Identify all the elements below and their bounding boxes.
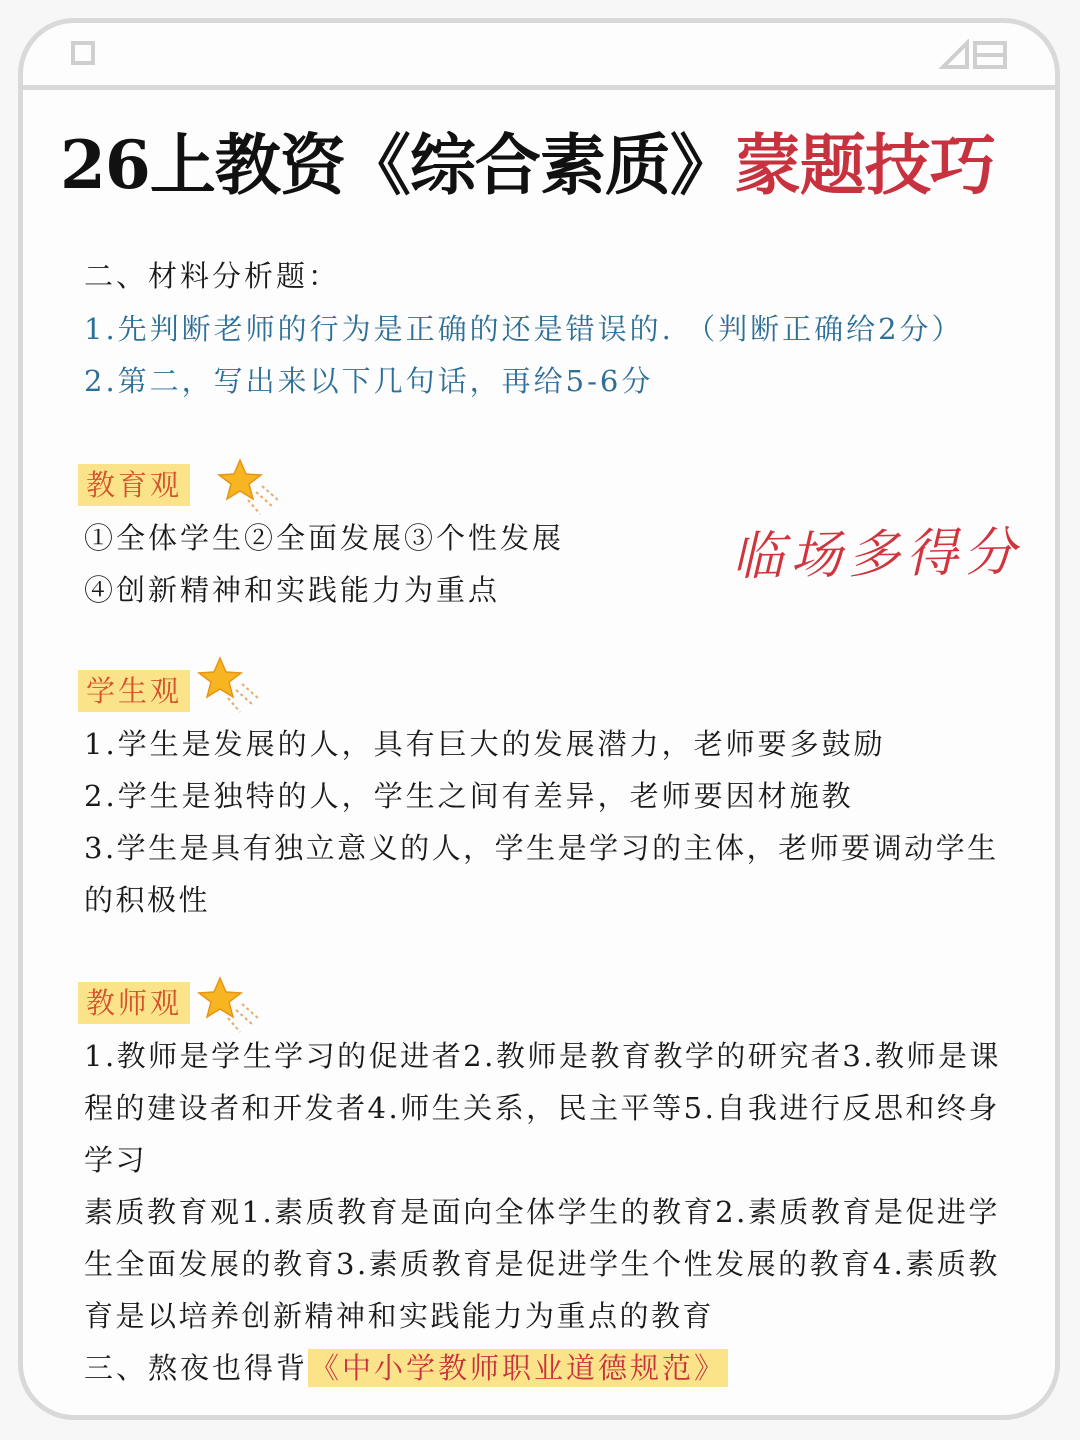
window-controls-icon bbox=[939, 39, 1009, 69]
xueshengguan-line1: 1.学生是发展的人，具有巨大的发展潜力，老师要多鼓励 bbox=[84, 727, 886, 761]
section3-highlight: 《中小学教师职业道德规范》 bbox=[310, 1351, 727, 1385]
section3-prefix: 三、熬夜也得背 bbox=[84, 1351, 309, 1385]
title-highlight: 蒙题技巧 bbox=[734, 126, 995, 204]
xueshengguan-line3: 3.学生是具有独立意义的人，学生是学习的主体，老师要调动学生的积极性 bbox=[84, 831, 999, 917]
tag-xueshengguan: 学生观 bbox=[78, 670, 190, 712]
page-title bbox=[60, 120, 1040, 210]
tag-jiaoyuguan: 教育观 bbox=[78, 464, 190, 506]
jiaoyuguan-line2: ④创新精神和实践能力为重点 bbox=[84, 573, 501, 607]
shooting-star-icon bbox=[216, 456, 282, 516]
side-note: 临场多得分 bbox=[731, 522, 1023, 588]
jiaoshiguan-paragraph: 1.教师是学生学习的促进者2.教师是教育教学的研究者3.教师是课程的建设者和开发者4.师生关系，民主平等5.自我进行反思和终身学习 bbox=[84, 1039, 1002, 1177]
shooting-star-icon bbox=[196, 974, 262, 1034]
tag-jiaoshiguan: 教师观 bbox=[78, 982, 190, 1024]
shooting-star-icon bbox=[196, 654, 262, 714]
title-main: 26上教资《综合素质》 bbox=[60, 126, 735, 204]
jiaoyuguan-line1: ①全体学生②全面发展③个性发展 bbox=[84, 521, 565, 555]
xueshengguan-line2: 2.学生是独特的人，学生之间有差异，老师要因材施教 bbox=[84, 779, 854, 813]
square-window-icon bbox=[71, 41, 95, 65]
section2-line1: 1.先判断老师的行为是正确的还是错误的. （判断正确给2分） bbox=[84, 312, 964, 346]
suzhi-jiaoyu-paragraph: 素质教育观1.素质教育是面向全体学生的教育2.素质教育是促进学生全面发展的教育3.素质教育是促进学生个性发展的教育4.素质教育是以培养创新精神和实践能力为重点的教育 bbox=[84, 1195, 1000, 1333]
window-topbar bbox=[23, 23, 1055, 90]
section2-line2: 2.第二，写出来以下几句话，再给5-6分 bbox=[84, 364, 654, 398]
section3-line bbox=[84, 1342, 728, 1394]
section2-heading: 二、材料分析题： bbox=[84, 259, 341, 293]
